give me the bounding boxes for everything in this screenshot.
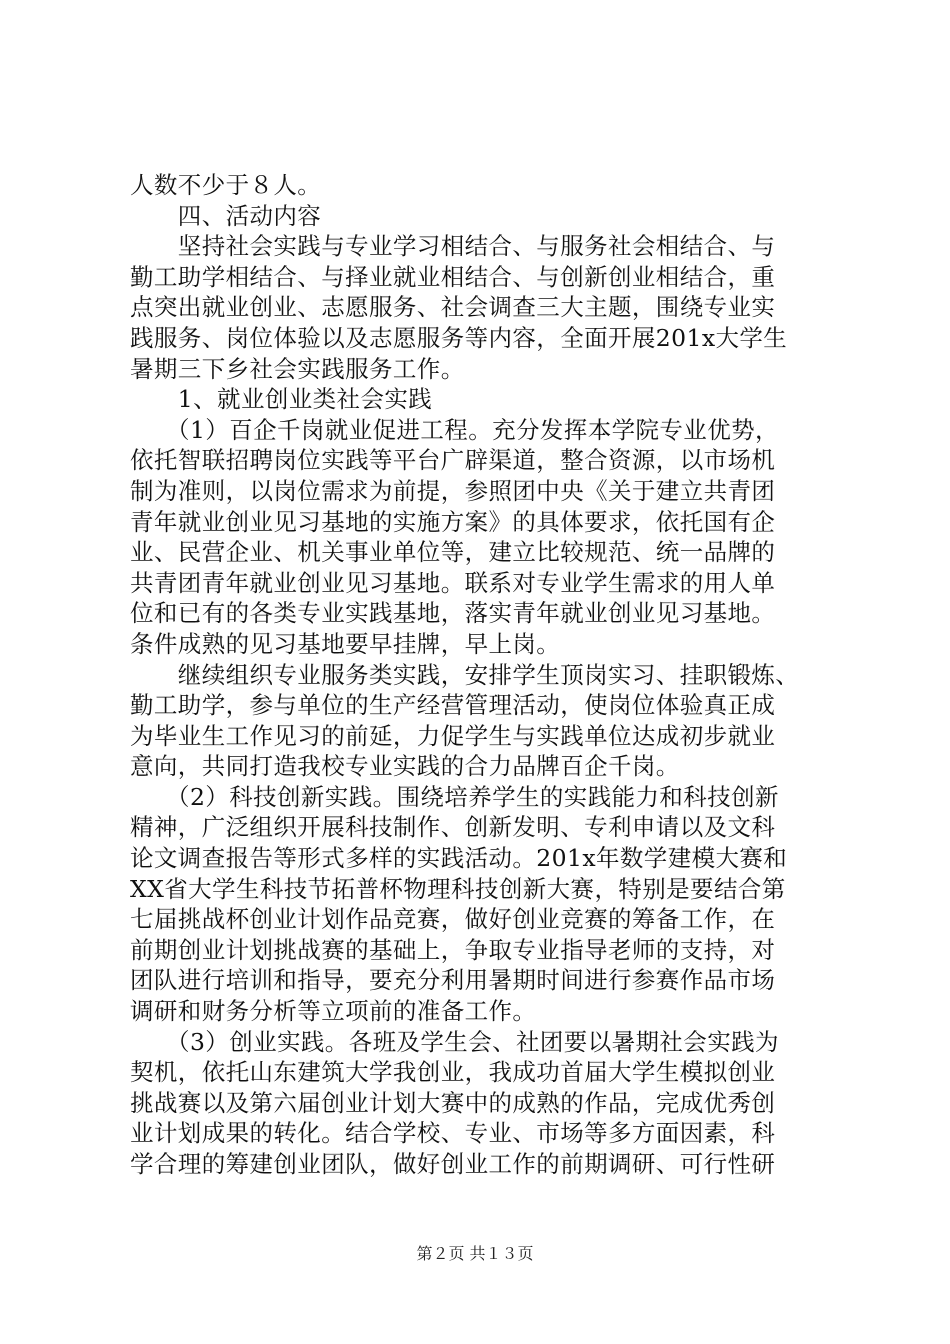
- document-body: [130, 170, 830, 1180]
- text-line: 前期创业计划挑战赛的基础上，争取专业指导老师的支持，对: [130, 935, 776, 964]
- text-line: 勤工助学相结合、与择业就业相结合、与创新创业相结合，重: [130, 262, 776, 291]
- text-line: 制为准则，以岗位需求为前提，参照团中央《关于建立共青团: [130, 476, 776, 505]
- subsection-heading: 1、就业创业类社会实践: [130, 385, 433, 414]
- text-line: XX省大学生科技节拓普杯物理科技创新大赛，特别是要结合第: [130, 874, 786, 903]
- text-line: （2）科技创新实践。围绕培养学生的实践能力和科技创新: [130, 782, 779, 811]
- text-line: 共青团青年就业创业见习基地。联系对专业学生需求的用人单: [130, 568, 776, 597]
- text-line: 业计划成果的转化。结合学校、专业、市场等多方面因素，科: [130, 1119, 776, 1148]
- text-line: 暑期三下乡社会实践服务工作。: [130, 354, 465, 383]
- text-line: 为毕业生工作见习的前延，力促学生与实践单位达成初步就业: [130, 721, 776, 750]
- text-line: （1）百企千岗就业促进工程。充分发挥本学院专业优势，: [130, 415, 779, 444]
- text-line: 青年就业创业见习基地的实施方案》的具体要求，依托国有企: [130, 507, 776, 536]
- text-line: 团队进行培训和指导，要充分利用暑期时间进行参赛作品市场: [130, 966, 776, 995]
- text-line: 业、民营企业、机关事业单位等，建立比较规范、统一品牌的: [130, 538, 776, 567]
- section-heading: 四、活动内容: [130, 201, 322, 230]
- text-line: 挑战赛以及第六届创业计划大赛中的成熟的作品，完成优秀创: [130, 1088, 776, 1117]
- text-line: 点突出就业创业、志愿服务、社会调查三大主题，围绕专业实: [130, 293, 776, 322]
- text-line: 践服务、岗位体验以及志愿服务等内容，全面开展201x大学生: [130, 323, 788, 352]
- text-line: 位和已有的各类专业实践基地，落实青年就业创业见习基地。: [130, 599, 776, 628]
- text-line: 条件成熟的见习基地要早挂牌，早上岗。: [130, 629, 561, 658]
- text-line: 坚持社会实践与专业学习相结合、与服务社会相结合、与: [130, 232, 776, 261]
- text-line: （3）创业实践。各班及学生会、社团要以暑期社会实践为: [130, 1027, 779, 1056]
- text-line: 学合理的筹建创业团队，做好创业工作的前期调研、可行性研: [130, 1150, 776, 1178]
- text-line: 论文调查报告等形式多样的实践活动。201x年数学建模大赛和: [130, 844, 788, 873]
- page-footer: 第２页 共１３页: [416, 1244, 534, 1263]
- text-line: 继续组织专业服务类实践，安排学生顶岗实习、挂职锻炼、: [130, 660, 800, 689]
- text-line: 依托智联招聘岗位实践等平台广辟渠道，整合资源，以市场机: [130, 446, 776, 475]
- text-line: 契机，依托山东建筑大学我创业，我成功首届大学生模拟创业: [130, 1058, 776, 1087]
- text-line: 调研和财务分析等立项前的准备工作。: [130, 997, 537, 1026]
- text-line: 七届挑战杯创业计划作品竞赛，做好创业竞赛的筹备工作，在: [130, 905, 776, 934]
- text-line: 意向，共同打造我校专业实践的合力品牌百企千岗。: [130, 752, 680, 781]
- text-line: 勤工助学，参与单位的生产经营管理活动，使岗位体验真正成: [130, 691, 776, 720]
- text-line: 精神，广泛组织开展科技制作、创新发明、专利申请以及文科: [130, 813, 776, 842]
- text-line: 人数不少于８人。: [130, 171, 322, 199]
